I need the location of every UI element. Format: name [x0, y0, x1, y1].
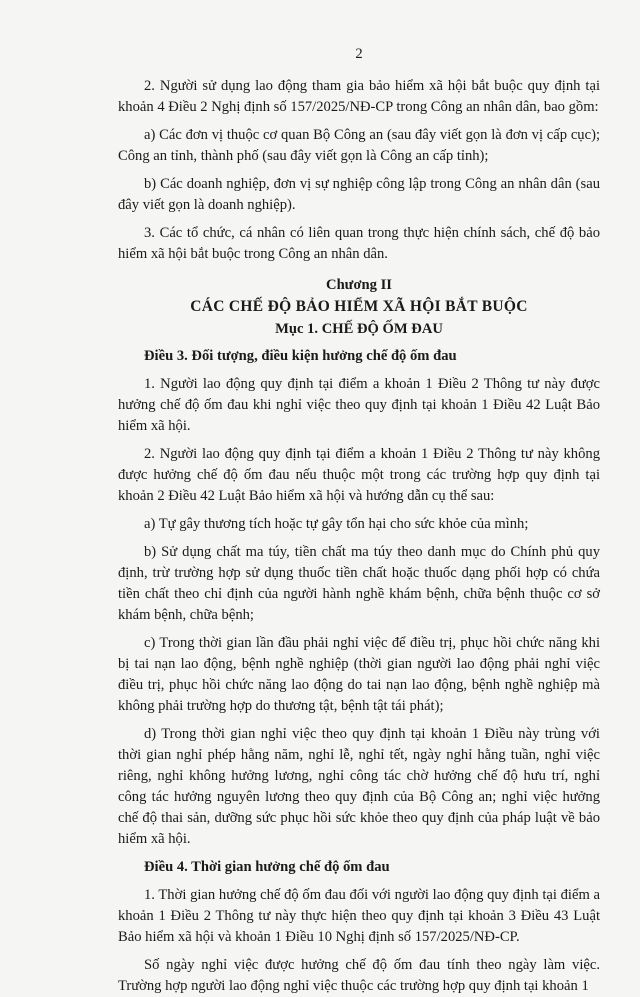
paragraph: 3. Các tổ chức, cá nhân có liên quan trong thực hiện chính sách, chế độ bảo hiểm xã hội bắt buộc trong Công an nhân dân.: [118, 225, 600, 262]
chapter-title: CÁC CHẾ ĐỘ BẢO HIỂM XÃ HỘI BẮT BUỘC: [190, 298, 528, 315]
paragraph: 1. Người lao động quy định tại điểm a khoản 1 Điều 2 Thông tư này được hưởng chế độ ốm đau khi nghỉ việc theo quy định tại khoản 1 Điều 42 Luật Bảo hiểm xã hội.: [118, 376, 600, 434]
paragraph: d) Trong thời gian nghỉ việc theo quy định tại khoản 1 Điều này trùng với thời gian nghỉ phép hằng năm, nghỉ lễ, nghỉ tết, ngày nghỉ hằng tuần, nghỉ việc riêng, nghỉ không hưởng lương, nghỉ công tác chờ hưởng chế độ hưu trí, nghỉ công tác hưởng nguyên lương theo quy định của Bộ Công an; nghỉ việc hưởng chế độ thai sản, dưỡng sức phục hồi sức khỏe theo quy định của pháp luật về bảo hiểm xã hội.: [118, 726, 600, 847]
paragraph: a) Tự gây thương tích hoặc tự gây tổn hại cho sức khỏe của mình;: [144, 516, 529, 532]
article-4-heading: Điều 4. Thời gian hưởng chế độ ốm đau: [144, 859, 390, 875]
article-3-heading: Điều 3. Đối tượng, điều kiện hưởng chế độ ốm đau: [144, 348, 457, 364]
paragraph: 2. Người sử dụng lao động tham gia bảo hiểm xã hội bắt buộc quy định tại khoản 4 Điều 2 Nghị định số 157/2025/NĐ-CP trong Công an nhân dân, bao gồm:: [118, 78, 600, 115]
paragraph: Số ngày nghỉ việc được hưởng chế độ ốm đau tính theo ngày làm việc. Trường hợp người lao động nghỉ việc thuộc các trường hợp quy định tại khoản 1: [118, 957, 600, 994]
paragraph: 1. Thời gian hưởng chế độ ốm đau đối với người lao động quy định tại điểm a khoản 1 Điều 2 Thông tư này thực hiện theo quy định tại khoản 3 Điều 43 Luật Bảo hiểm xã hội và khoản 1 Điều 10 Nghị định số 157/2025/NĐ-CP.: [118, 887, 600, 945]
page-number: 2: [355, 46, 363, 62]
paragraph: a) Các đơn vị thuộc cơ quan Bộ Công an (sau đây viết gọn là đơn vị cấp cục); Công an tỉnh, thành phố (sau đây viết gọn là Công an cấp tỉnh);: [118, 127, 600, 164]
paragraph: 2. Người lao động quy định tại điểm a khoản 1 Điều 2 Thông tư này không được hưởng chế độ ốm đau nếu thuộc một trong các trường hợp quy định tại khoản 2 Điều 42 Luật Bảo hiểm xã hội và hướng dẫn cụ thể sau:: [118, 446, 600, 504]
paragraph: c) Trong thời gian lần đầu phải nghỉ việc để điều trị, phục hồi chức năng khi bị tai nạn lao động, bệnh nghề nghiệp (thời gian người lao động phải nghỉ việc điều trị, phục hồi chức năng lao động do tai nạn lao động, bệnh nghề nghiệp mà không phải trường hợp do thương tật, bệnh tật tái phát);: [118, 635, 600, 714]
section-title: Mục 1. CHẾ ĐỘ ỐM ĐAU: [275, 321, 443, 337]
paragraph: b) Sử dụng chất ma túy, tiền chất ma túy theo danh mục do Chính phủ quy định, trừ trường hợp sử dụng thuốc tiền chất hoặc thuốc dạng phối hợp có chứa tiền chất theo chỉ định của người hành nghề khám bệnh, chữa bệnh thuộc cơ sở khám bệnh, chữa bệnh;: [118, 544, 600, 623]
paragraph: b) Các doanh nghiệp, đơn vị sự nghiệp công lập trong Công an nhân dân (sau đây viết gọn là doanh nghiệp).: [118, 176, 600, 213]
chapter-label: Chương II: [326, 277, 392, 293]
